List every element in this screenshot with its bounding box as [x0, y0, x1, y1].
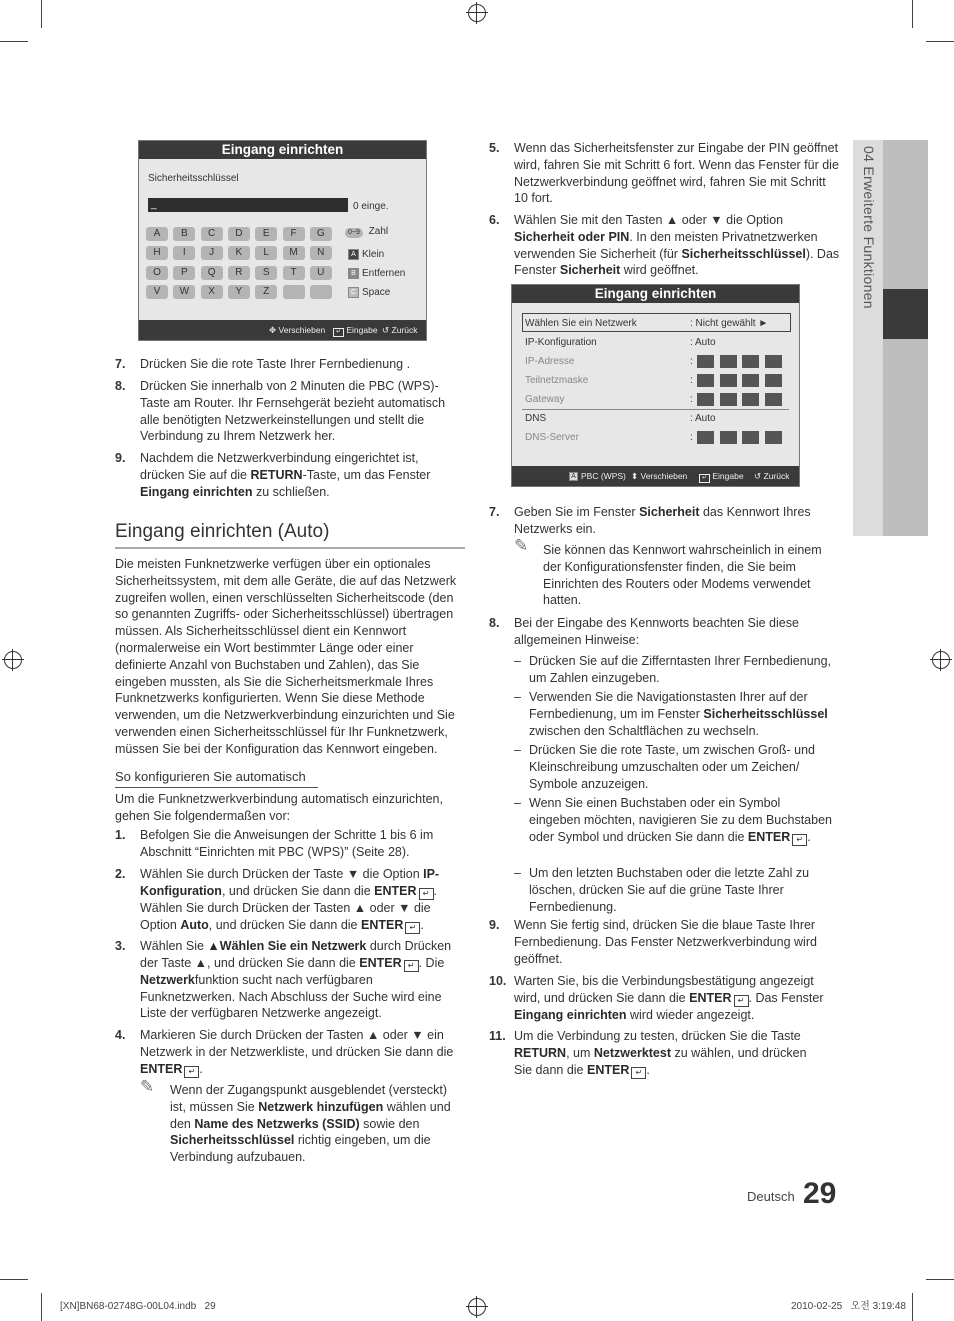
- key-j[interactable]: J: [201, 246, 223, 260]
- address-octet-field[interactable]: [697, 393, 714, 406]
- address-octet-field[interactable]: [720, 355, 737, 368]
- key-a[interactable]: A: [146, 227, 168, 241]
- step-8-right: Bei der Eingabe des Kennworts beachten Sie diese allgemeinen Hinweise:: [514, 616, 799, 647]
- language-label: Deutsch: [747, 1189, 795, 1204]
- key-t[interactable]: T: [283, 266, 305, 280]
- address-octet-field[interactable]: [720, 431, 737, 444]
- space-option[interactable]: Space: [362, 287, 391, 298]
- address-octet-field[interactable]: [765, 355, 782, 368]
- print-date: 2010-02-25 오전 3:19:48: [791, 1301, 906, 1312]
- key-y[interactable]: Y: [228, 285, 250, 299]
- enter-icon: ↵: [734, 995, 749, 1007]
- note-pencil-icon: ✎: [514, 536, 529, 555]
- setting-value: :: [690, 394, 693, 405]
- red-button-icon: A: [569, 472, 578, 481]
- key-e[interactable]: E: [255, 227, 277, 241]
- key-l[interactable]: L: [255, 246, 277, 260]
- hint-1: Drücken Sie auf die Zifferntasten Ihrer Fernbedienung, um Zahlen einzugeben.: [529, 654, 832, 685]
- address-octet-field[interactable]: [697, 374, 714, 387]
- setting-label: IP-Konfiguration: [525, 337, 597, 348]
- key-v[interactable]: V: [146, 285, 168, 299]
- setting-value[interactable]: : Auto: [690, 337, 716, 348]
- note-password: Sie können das Kennwort wahrscheinlich in einem der Konfigurationsfenster finden, die Sie beim Einrichten des Routers oder Modems verwendet hatten.: [543, 543, 822, 608]
- key-x[interactable]: X: [201, 285, 223, 299]
- key-g[interactable]: G: [310, 227, 332, 241]
- enter-icon: ↵: [419, 888, 434, 900]
- setting-value: :: [690, 375, 693, 386]
- step-8: Drücken Sie innerhalb von 2 Minuten die PBC (WPS)-Taste am Router. Ihr Fernsehgerät bezieht automatisch alle benötigten Netzwerkeinstellungen und stellt die Verbindung zu Ihrem Netzwerk her.: [140, 379, 446, 444]
- lowercase-option[interactable]: Klein: [362, 249, 385, 260]
- screen-footer: ✥ Verschieben ↵ Eingabe ↺ Zurück: [139, 320, 426, 340]
- page-number: 29: [803, 1177, 837, 1210]
- key-h[interactable]: H: [146, 246, 168, 260]
- key-i[interactable]: I: [173, 246, 195, 260]
- hint-3: Drücken Sie die rote Taste, um zwischen Groß- und Kleinschreibung umzuschalten oder um Zeichen/ Symbole anzuzeigen.: [529, 743, 816, 791]
- auto-step-2: Wählen Sie durch Drücken der Taste ▼ die Option IP-Konfiguration, und drücken Sie dann die ENTER ↵ . Wählen Sie durch Drücken der Tasten ▲ oder ▼ die Option Auto, und drücken Sie dann die ENTER ↵ .: [140, 867, 440, 932]
- registration-mark-icon: [932, 651, 950, 669]
- address-octet-field[interactable]: [742, 431, 759, 444]
- setting-label: IP-Adresse: [525, 356, 575, 367]
- chapter-label: 04 Erweiterte Funktionen: [860, 146, 877, 309]
- address-octet-field[interactable]: [765, 393, 782, 406]
- setting-label: Teilnetzmaske: [525, 375, 589, 386]
- key-blank[interactable]: [310, 285, 332, 299]
- registration-mark-icon: [468, 1298, 486, 1316]
- enter-icon: ↵: [333, 328, 344, 337]
- screen-title: Eingang einrichten: [139, 141, 426, 159]
- key-c[interactable]: C: [201, 227, 223, 241]
- step-9: Nachdem die Netzwerkverbindung eingerichtet ist, drücken Sie auf die RETURN-Taste, um das Fenster Eingang einrichten zu schließen.: [140, 451, 431, 499]
- subheading: So konfigurieren Sie automatisch: [115, 769, 306, 784]
- move-icon: ✥: [269, 325, 277, 335]
- enter-icon: ↵: [699, 474, 710, 483]
- hint-2: Verwenden Sie die Navigationstasten Ihrer auf der Fernbedienung, um im Fenster Sicherheitsschlüssel zwischen den Schaltflächen zu wechseln.: [529, 690, 828, 738]
- return-icon: ↺: [382, 325, 390, 335]
- enter-icon: ↵: [792, 834, 807, 846]
- key-k[interactable]: K: [228, 246, 250, 260]
- keyboard-screen: [138, 140, 427, 341]
- step-6: Wählen Sie mit den Tasten ▲ oder ▼ die Option Sicherheit oder PIN. In den meisten Privatnetzwerken verwenden Sie Sicherheit (für Sicherheitsschlüssel). Das Fenster Sicherheit wird geöffnet.: [514, 213, 840, 278]
- step-11: Um die Verbindung zu testen, drücken Sie die Taste RETURN, um Netzwerktest zu wählen, und drücken Sie dann die ENTER ↵ .: [514, 1029, 807, 1077]
- intro-paragraph: Die meisten Funknetzwerke verfügen über ein optionales Sicherheitssystem, mit dem alle Geräte, die auf das Netzwerk zugreifen wollen, einen verschlüsselten Sicherheitscode (den so genannten Zugriffs- oder Sicherheitsschlüssel) übertragen müssen. Als Sicherheitsschlüssel dient ein Kennwort (normalerweise ein Wort bestimmter Länge oder einer definierte Anzahl von Buchstaben und Zahlen), das Sie eingeben mussten, als Sie die Sicherheitsmerkmale Ihres Funknetzwerks konfigurierten. Wenn Sie diese Methode verwenden, um die Netzwerkverbindung einzurichten und Sie verwenden einen Sicherheitsschlüssel für Ihr Funknetzwerk, müssen Sie bei der Konfiguration das Kennwort eingeben.: [115, 557, 457, 756]
- key-s[interactable]: S: [255, 266, 277, 280]
- setting-value[interactable]: : Auto: [690, 413, 716, 424]
- enter-icon: ↵: [184, 1066, 199, 1078]
- section-heading: Eingang einrichten (Auto): [115, 521, 330, 542]
- setting-value[interactable]: : Nicht gewählt ►: [690, 318, 769, 329]
- address-octet-field[interactable]: [765, 431, 782, 444]
- return-icon: ↺: [754, 471, 762, 481]
- key-d[interactable]: D: [228, 227, 250, 241]
- screen-footer: A PBC (WPS) ⬍ Verschieben ↵ Eingabe ↺ Zurück: [512, 466, 799, 486]
- key-n[interactable]: N: [310, 246, 332, 260]
- auto-step-4: Markieren Sie durch Drücken der Tasten ▲ oder ▼ ein Netzwerk in der Netzwerkliste, und drücken Sie dann die ENTER ↵ .: [140, 1028, 454, 1076]
- up-down-icon: ⬍: [631, 471, 639, 481]
- key-o[interactable]: O: [146, 266, 168, 280]
- key-q[interactable]: Q: [201, 266, 223, 280]
- key-blank[interactable]: [283, 285, 305, 299]
- key-w[interactable]: W: [173, 285, 195, 299]
- key-u[interactable]: U: [310, 266, 332, 280]
- address-octet-field[interactable]: [742, 374, 759, 387]
- key-z[interactable]: Z: [255, 285, 277, 299]
- registration-mark-icon: [468, 4, 486, 22]
- address-octet-field[interactable]: [742, 393, 759, 406]
- hint-5: Um den letzten Buchstaben oder die letzte Zahl zu löschen, drücken Sie auf die grüne Taste Ihrer Fernbedienung.: [529, 866, 810, 914]
- enter-icon: ↵: [404, 960, 419, 972]
- red-button-icon: A: [348, 249, 359, 260]
- setting-value: :: [690, 356, 693, 367]
- step-9-right: Wenn Sie fertig sind, drücken Sie die blaue Taste Ihrer Fernbedienung. Das Fenster Netzwerkverbindung wird geöffnet.: [514, 918, 817, 966]
- setting-label: DNS-Server: [525, 432, 579, 443]
- address-octet-field[interactable]: [697, 355, 714, 368]
- key-r[interactable]: R: [228, 266, 250, 280]
- sub-intro: Um die Funknetzwerkverbindung automatisch einzurichten, gehen Sie folgendermaßen vor:: [115, 792, 443, 823]
- char-count: 0 einge.: [353, 201, 389, 212]
- setting-value: :: [690, 432, 693, 443]
- registration-mark-icon: [4, 651, 22, 669]
- yellow-button-icon: C: [348, 287, 359, 298]
- address-octet-field[interactable]: [720, 393, 737, 406]
- green-button-icon: B: [348, 268, 359, 279]
- setting-label: Wählen Sie ein Netzwerk: [525, 318, 637, 329]
- enter-icon: ↵: [631, 1067, 646, 1079]
- delete-option[interactable]: Entfernen: [362, 268, 406, 279]
- key-p[interactable]: P: [173, 266, 195, 280]
- address-octet-field[interactable]: [697, 431, 714, 444]
- enter-icon: ↵: [405, 922, 420, 934]
- step-7: Drücken Sie die rote Taste Ihrer Fernbedienung .: [140, 357, 411, 371]
- setting-label: Gateway: [525, 394, 565, 405]
- address-octet-field[interactable]: [742, 355, 759, 368]
- key-m[interactable]: M: [283, 246, 305, 260]
- step-10: Warten Sie, bis die Verbindungsbestätigung angezeigt wird, und drücken Sie dann die ENTER ↵ . Das Fenster Eingang einrichten wird wieder angezeigt.: [514, 974, 824, 1022]
- note-hidden-ap: Wenn der Zugangspunkt ausgeblendet (versteckt) ist, müssen Sie Netzwerk hinzufügen wählen und den Name des Netzwerks (SSID) sowie den Sicherheitsschlüssel richtig eingeben, um die Verbindung aufzubauen.: [170, 1083, 451, 1165]
- auto-step-3: Wählen Sie ▲Wählen Sie ein Netzwerk durch Drücken der Taste ▲, und drücken Sie dann die ENTER ↵ . Die Netzwerkfunktion sucht nach verfügbaren Funknetzwerken. Nach Abschluss der Suche wird eine Liste der verfügbaren Netzwerke angezeigt.: [140, 939, 452, 1021]
- key-f[interactable]: F: [283, 227, 305, 241]
- field-label: Sicherheitsschlüssel: [148, 173, 239, 184]
- setting-label: DNS: [525, 413, 547, 424]
- step-5: Wenn das Sicherheitsfenster zur Eingabe der PIN geöffnet wird, fahren Sie mit Schritt 6 fort. Wenn das Fenster für die Netzwerkverbindung geöffnet wird, fahren Sie mit Schritt 10 fort.: [514, 141, 839, 206]
- key-b[interactable]: B: [173, 227, 195, 241]
- number-option[interactable]: Zahl: [368, 226, 389, 237]
- note-pencil-icon: ✎: [140, 1077, 155, 1096]
- zahl-tag: 0~9: [345, 228, 363, 238]
- auto-step-1: Befolgen Sie die Anweisungen der Schritte 1 bis 6 im Abschnitt “Einrichten mit PBC (WPS)” (Seite 28).: [140, 828, 434, 859]
- hint-4: Wenn Sie einen Buchstaben oder ein Symbol eingeben möchten, navigieren Sie zu dem Buchstaben oder Symbol und drücken Sie dann die ENTER ↵ .: [529, 796, 832, 844]
- network-settings-screen: [511, 284, 800, 487]
- file-info: [XN]BN68-02748G-00L04.indb 29: [60, 1301, 216, 1312]
- step-7-right: Geben Sie im Fenster Sicherheit das Kennwort Ihres Netzwerks ein.: [514, 505, 811, 536]
- address-octet-field[interactable]: [765, 374, 782, 387]
- screen-title: Eingang einrichten: [512, 285, 799, 303]
- address-octet-field[interactable]: [720, 374, 737, 387]
- security-key-input[interactable]: _: [148, 198, 348, 212]
